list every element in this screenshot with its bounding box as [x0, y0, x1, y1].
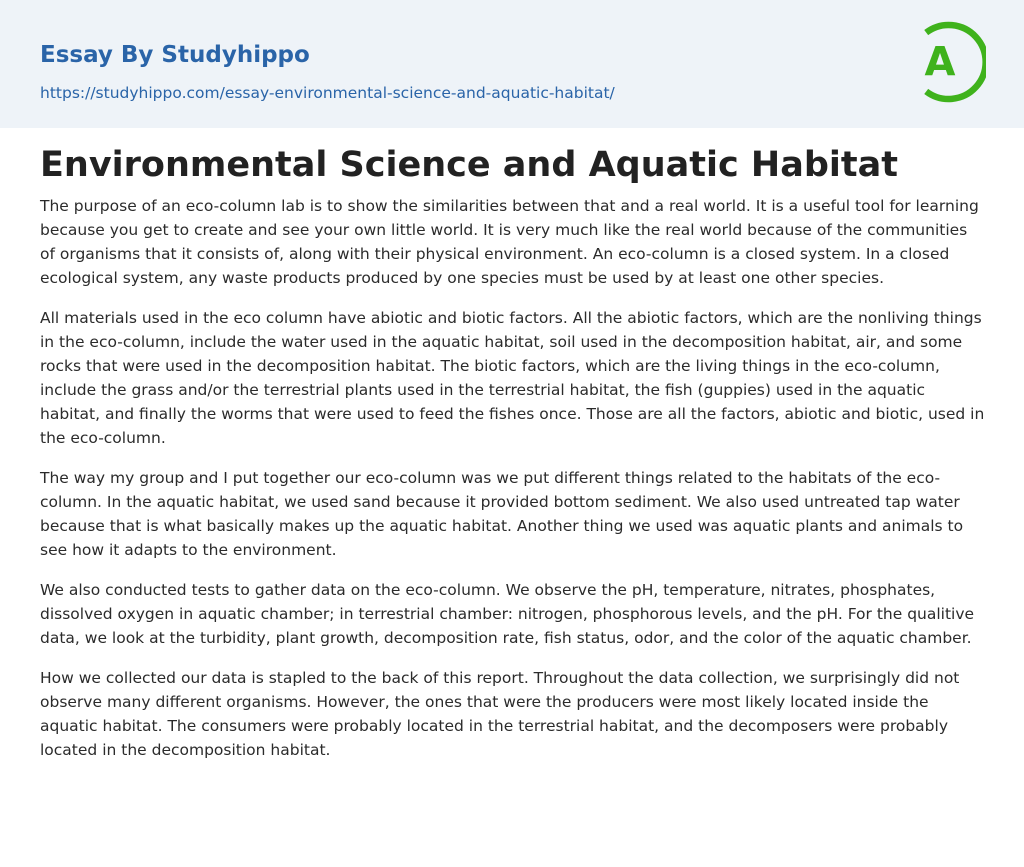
logo-letter: A	[924, 39, 956, 86]
paragraph-4: We also conducted tests to gather data on the eco-column. We observe the pH, temperature, nitrates, phosphates, dissolved oxygen in aquatic chamber; in terrestrial chamber: nitrogen, phosphorous levels, and the pH. For the qualitive data, we look at the turbidity, plant growth, decomposition rate, fish status, odor, and the color of the aquatic chamber.	[40, 581, 975, 647]
site-header	[0, 0, 1024, 128]
paragraph-5: How we collected our data is stapled to the back of this report. Throughout the data collection, we surprisingly did not observe many different organisms. However, the ones that were the producers were most likely located inside the aquatic habitat. The consumers were probably located in the terrestrial habitat, and the decomposers were probably located in the decomposition habitat.	[40, 669, 960, 759]
essay-body	[40, 194, 986, 778]
site-brand[interactable]: Essay By Studyhippo	[40, 42, 310, 68]
essay-title: Environmental Science and Aquatic Habitat	[40, 145, 898, 185]
paragraph-2: All materials used in the eco column have abiotic and biotic factors. All the abiotic factors, which are the nonliving things in the eco-column, include the water used in the aquatic habitat, soil used in the decomposition habitat, air, and some rocks that were used in the decomposition habitat. The biotic factors, which are the living things in the eco-column, include the grass and/or the terrestrial plants used in the terrestrial habitat, the fish (guppies) used in the aquatic habitat, and finally the worms that were used to feed the fishes once. Those are all the factors, abiotic and biotic, used in the eco-column.	[40, 309, 985, 447]
paragraph-1: The purpose of an eco-column lab is to show the similarities between that and a real world. It is a useful tool for learning because you get to create and see your own little world. It is very much like the real world because of the communities of organisms that it consists of, along with their physical environment. An eco-column is a closed system. In a closed ecological system, any waste products produced by one species must be used by at least one other species.	[40, 197, 979, 287]
essay-url-link[interactable]: https://studyhippo.com/essay-environmental-science-and-aquatic-habitat/	[40, 84, 615, 102]
studyhippo-logo-icon[interactable]	[912, 19, 986, 105]
paragraph-3: The way my group and I put together our eco-column was we put different things related to the habitats of the eco-column. In the aquatic habitat, we used sand because it provided bottom sediment. We also used untreated tap water because that is what basically makes up the aquatic habitat. Another thing we used was aquatic plants and animals to see how it adapts to the environment.	[40, 469, 964, 559]
